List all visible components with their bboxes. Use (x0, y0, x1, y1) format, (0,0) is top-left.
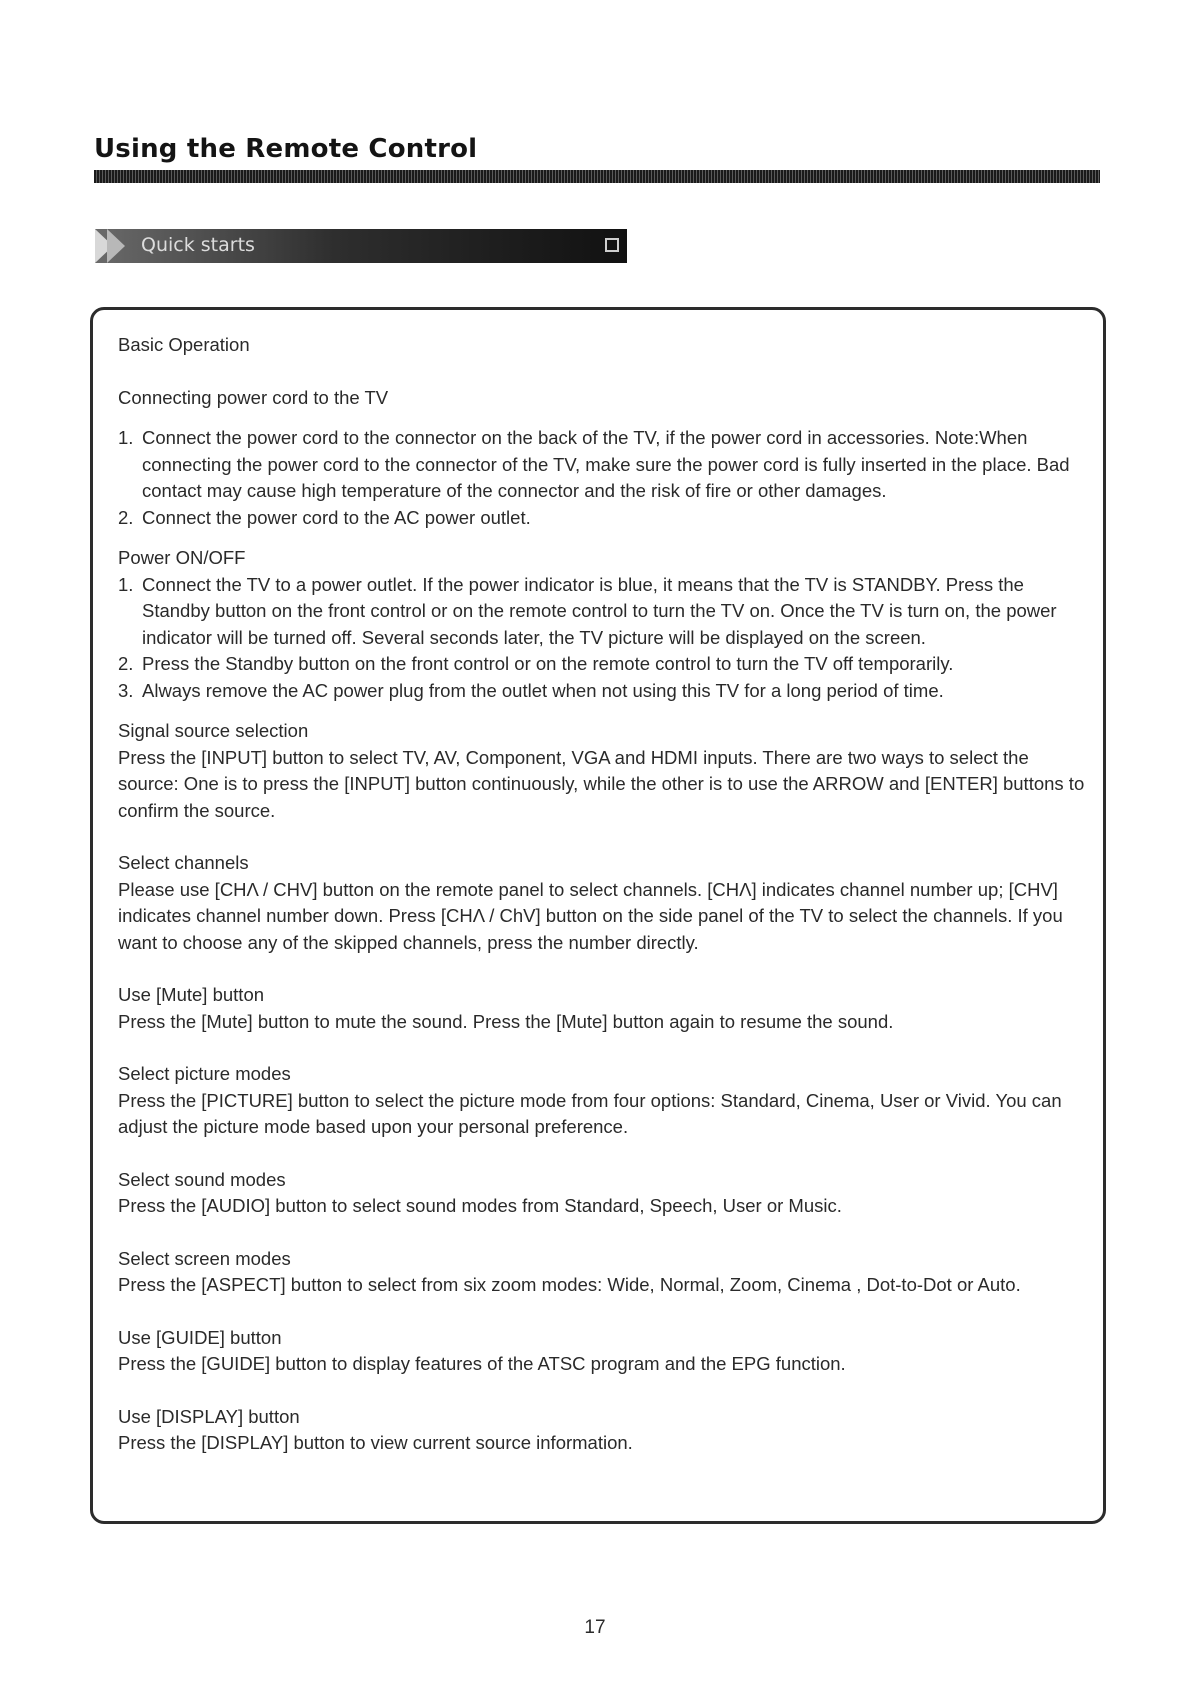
list-item: 1. Connect the TV to a power outlet. If the power indicator is blue, it means that the TV is STANDBY. Press the Standby button on the front control or on the remote control to turn the TV on. Once the TV is turn on, the power indicator will be turned off. Several seconds later, the TV picture will be displayed on the screen. (118, 573, 1057, 648)
list-item: 1. Connect the power cord to the connector on the back of the TV, if the power cord in accessories. Note:When connecting the power cord to the connector of the TV, make sure the power cord is fully inserted in the place. Bad contact may cause high temperature of the connector and the risk of fire or other damages. (118, 427, 1070, 501)
display-text: Press the [DISPLAY] button to view current source information. (118, 1432, 633, 1453)
signal-source-heading: Signal source selection (118, 720, 309, 741)
screen-modes-text: Press the [ASPECT] button to select from six zoom modes: Wide, Normal, Zoom, Cinema , Dot-to-Dot or Auto. (118, 1274, 1021, 1295)
channels-text: Please use [CHΛ / CHV] button on the remote panel to select channels. [CHΛ] indicates channel number up; [CHV] indicates channel number down. Press [CHΛ / ChV] button on the side panel of the TV to select the channels. If you want to choose any of the skipped channels, press the number directly. (118, 878, 1063, 953)
power-onoff-heading: Power ON/OFF (118, 547, 246, 568)
mute-heading: Use [Mute] button (118, 984, 265, 1005)
square-icon (605, 238, 619, 252)
channels-heading: Select channels (118, 852, 249, 873)
display-heading: Use [DISPLAY] button (118, 1405, 300, 1427)
power-cord-heading: Connecting power cord to the TV (118, 386, 389, 408)
intro-heading: Basic Operation (118, 334, 250, 355)
mute-text: Press the [Mute] button to mute the sound. Press the [Mute] button again to resume the sound. (118, 1010, 894, 1032)
content-box (90, 307, 1106, 1524)
chevron-right-icon (95, 229, 135, 263)
power-cord-list (118, 425, 1089, 531)
list-item: 2. Connect the power cord to the AC power outlet. (118, 506, 531, 528)
section-banner-label: Quick starts (141, 234, 255, 256)
list-item: 2. Press the Standby button on the front control or on the remote control to turn the TV off temporarily. (118, 653, 954, 674)
guide-text: Press the [GUIDE] button to display features of the ATSC program and the EPG function. (118, 1353, 846, 1374)
content-body (118, 332, 1089, 1457)
page-number: 17 (584, 1617, 606, 1638)
title-underline-bar (94, 170, 1100, 183)
signal-source-text: Press the [INPUT] button to select TV, AV, Component, VGA and HDMI inputs. There are two ways to select the source: One is to press the [INPUT] button continuously, while the other is to use the ARROW and [ENTER] buttons to confirm the source. (118, 746, 1085, 821)
section-banner (95, 229, 627, 263)
list-item: 3. Always remove the AC power plug from the outlet when not using this TV for a long period of time. (118, 679, 944, 701)
sound-modes-text: Press the [AUDIO] button to select sound modes from Standard, Speech, User or Music. (118, 1195, 842, 1216)
screen-modes-heading: Select screen modes (118, 1247, 291, 1269)
guide-heading: Use [GUIDE] button (118, 1326, 282, 1348)
picture-modes-text: Press the [PICTURE] button to select the picture mode from four options: Standard, Cinema, User or Vivid. You can adjust the picture mode based upon your personal preference. (118, 1089, 1062, 1137)
page-title: Using the Remote Control (94, 134, 478, 164)
picture-modes-heading: Select picture modes (118, 1063, 291, 1084)
sound-modes-heading: Select sound modes (118, 1168, 286, 1190)
power-onoff-list (118, 572, 1089, 705)
